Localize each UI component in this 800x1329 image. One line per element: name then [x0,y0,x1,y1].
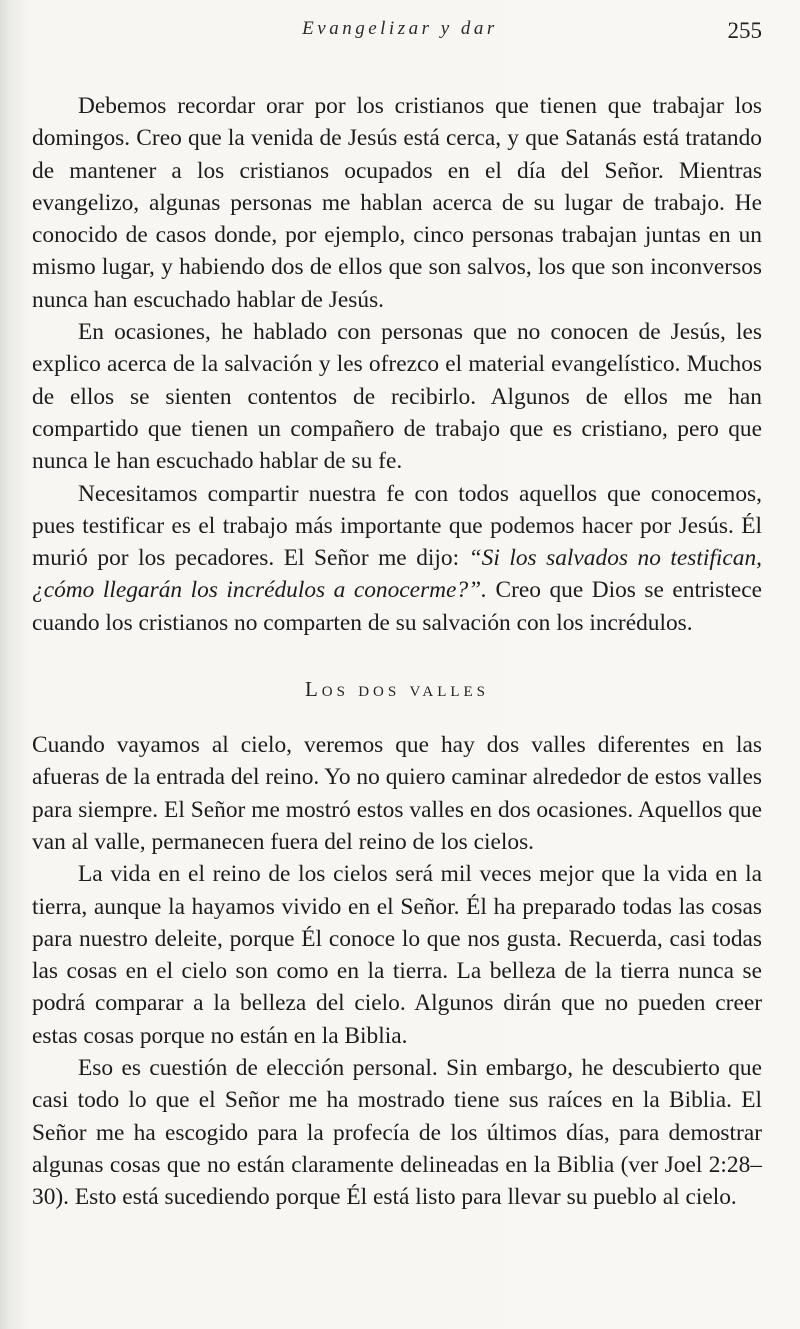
section-heading: Los dos valles [304,677,490,702]
running-head [0,16,800,48]
paragraph: Debemos recordar orar por los cristianos que tienen que trabajar los domingos. Creo que la venida de Jesús está cerca, y que Satanás está tratando de mantener a los cristianos ocupados en el día del Señor. Mientras evangelizo, algunas personas me hablan acerca de su lugar de trabajo. He conocido de casos donde, por ejemplo, cinco personas trabajan juntas en un mismo lugar, y habiendo dos de ellos que son salvos, los que son inconversos nunca han escuchado hablar de Jesús. [32,93,762,313]
paragraph [32,478,762,639]
paragraph: La vida en el reino de los cielos será mil veces mejor que la vida en la tierra, aunque la hayamos vivido en el Señor. Él ha preparado todas las cosas para nuestro deleite, porque Él conoce lo que nos gusta. Recuerda, casi todas las cosas en el cielo son como en la tierra. La belleza de la tierra nunca se podrá comparar a la belleza del cielo. Algunos dirán que no pueden creer estas cosas porque no están en la Biblia. [32,861,762,1049]
page-number: 255 [727,18,762,43]
paragraph: Cuando vayamos al cielo, veremos que hay dos valles diferentes en las afueras de la entrada del reino. Yo no quiero caminar alrededor de estos valles para siempre. El Señor me mostró estos valles en dos ocasiones. Aquellos que van al valle, permanecen fuera del reino de los cielos. [32,732,762,855]
paragraph: En ocasiones, he hablado con personas que no conocen de Jesús, les explico acerca de la salvación y les ofrezco el material evangelístico. Muchos de ellos se sienten contentos de recibirlo. Algunos de ellos me han compartido que tienen un compañero de trabajo que es cristiano, pero que nunca le han escuchado hablar de su fe. [32,319,762,475]
quoted-words: “Si los salvados no testifican, ¿cómo llegarán los incrédulos a conocerme?”. [32,545,763,604]
paragraph: Eso es cuestión de elección personal. Sin embargo, he descubierto que casi todo lo que el Señor me ha mostrado tiene sus raíces en la Biblia. El Señor me ha escogido para la profecía de los últimos días, para demostrar algunas cosas que no están claramente delineadas en la Biblia (ver Joel 2:28–30). Esto está sucediendo porque Él está listo para llevar su pueblo al cielo. [32,1055,762,1211]
running-title: Evangelizar y dar [302,18,498,39]
body-text [32,90,762,1214]
paragraph-text: Necesitamos compartir nuestra fe con todos aquellos que conocemos, pues testificar es el trabajo más importante que podemos hacer por Jesús. Él murió por los pecadores. El Señor me dijo: [32,480,762,572]
paragraph-text: Creo que Dios se entristece cuando los cristianos no comparten de su salvación con los incrédulos. [32,577,762,636]
